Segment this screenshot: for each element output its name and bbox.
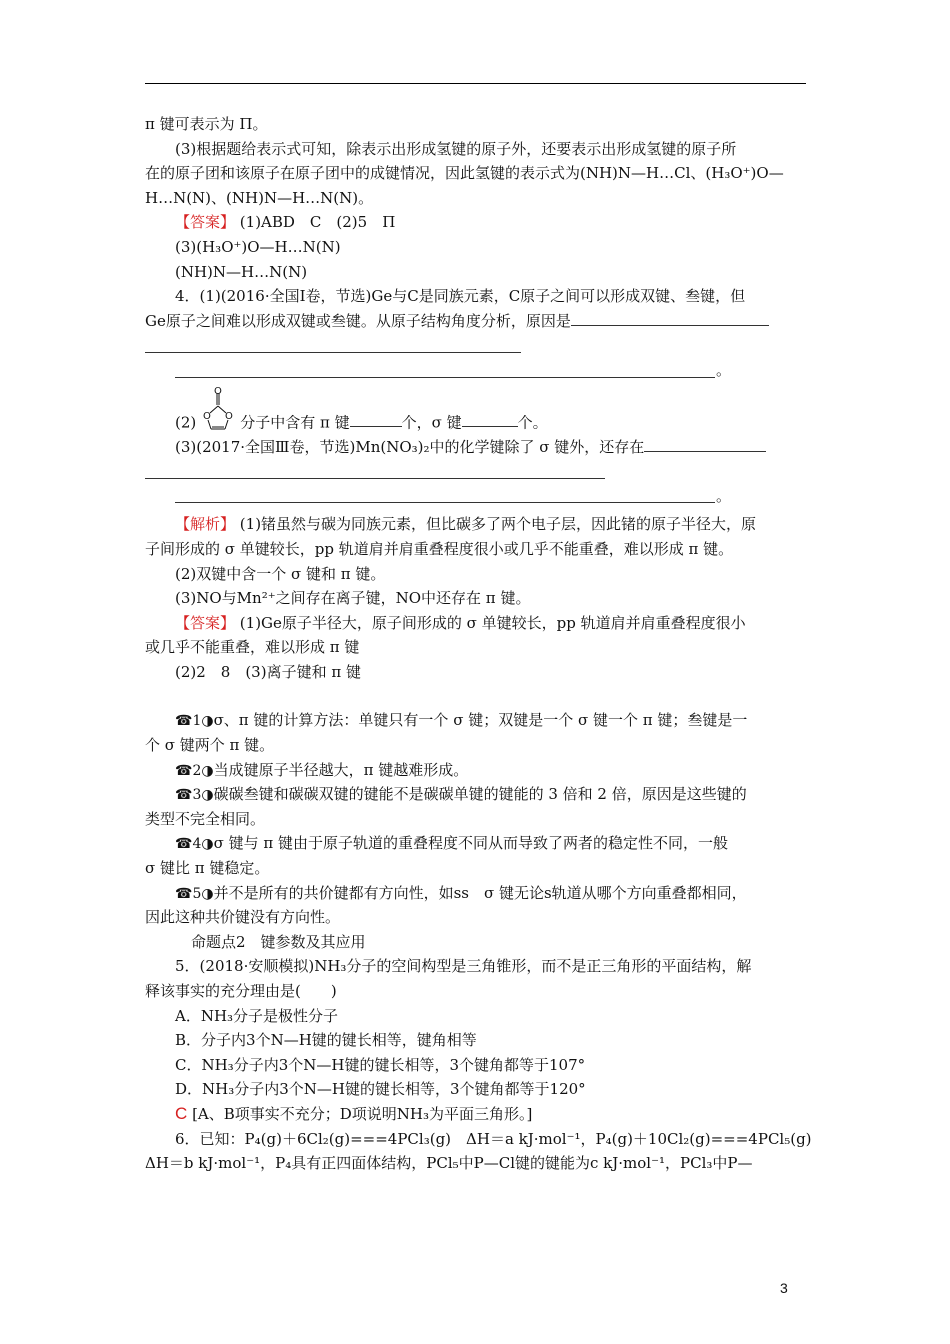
tip-4 [145, 831, 806, 856]
question-4-text: Ge原子之间难以形成双键或叁键。从原子结构角度分析，原因是 [145, 311, 571, 330]
paragraph-line: 在的原子团和该原子在原子团中的成键情况，因此氢键的表示式为(NH)N—H…Cl、(H₃O⁺)O— [145, 164, 784, 183]
answer-label: 【答案】 [175, 613, 236, 632]
answer-blank[interactable] [571, 311, 769, 326]
question-6-line: ΔH＝b kJ·mol⁻¹，P₄具有正四面体结构，PCl₅中P—Cl键的键能为c kJ·mol⁻¹，PCl₃中P— [145, 1154, 753, 1173]
question-5-line: 释该事实的充分理由是( ) [145, 982, 337, 1000]
page-number: 3 [780, 1280, 788, 1296]
answer-letter: C [175, 1103, 188, 1123]
tip-3-cont: 类型不完全相同。 [145, 809, 266, 828]
sigma-bond-count-blank[interactable] [462, 412, 518, 427]
question-4-3-text: (3)(2017·全国Ⅲ卷，节选)Mn(NO₃)₂中的化学键除了 σ 键外，还存在 [175, 437, 645, 456]
header-rule [145, 83, 806, 84]
answer-line [145, 210, 806, 235]
tip-1 [145, 708, 806, 733]
cyclic-carbonate-structure-icon [196, 387, 238, 435]
tip-text: σ 键与 π 键由于原子轨道的重叠程度不同从而导致了两者的稳定性不同，一般 [213, 834, 728, 853]
option-b[interactable]: B．分子内3个N—H键的键长相等，键角相等 [175, 1031, 477, 1050]
paragraph-line: (3)根据题给表示式可知，除表示出形成氢键的原子外，还要表示出形成氢键的原子所 [175, 139, 737, 158]
question-4-2-label: (2) [175, 412, 197, 431]
tip-1-cont: 个 σ 键两个 π 键。 [145, 736, 275, 755]
svg-text:O: O [203, 410, 212, 422]
phone-icon: ☎1◑ [175, 713, 214, 730]
pi-bond-count-blank[interactable] [350, 412, 402, 427]
question-6-line: 6．已知：P₄(g)＋6Cl₂(g)===4PCl₃(g) ΔH＝a kJ·mol⁻¹，P₄(g)＋10Cl₂(g)===4PCl₅(g) [175, 1129, 812, 1148]
question-4-2-text: 个，σ 键 [401, 412, 462, 431]
question-4-3-line [145, 435, 806, 460]
answer-line: (3)(H₃O⁺)O—H…N(N) [175, 237, 341, 256]
option-d[interactable]: D．NH₃分子内3个N—H键的键长相等，3个键角都等于120° [175, 1080, 586, 1099]
option-a[interactable]: A．NH₃分子是极性分子 [175, 1006, 339, 1025]
answer-text: (1)Ge原子半径大，原子间形成的 σ 单键较长，pp 轨道肩并肩重叠程度很小 [239, 613, 746, 632]
question-5-answer [145, 1102, 806, 1127]
answer-text: (1)ABD C (2)5 Π [239, 213, 396, 232]
answer-blank-line[interactable] [145, 459, 806, 484]
tip-text: 碳碳叁键和碳碳双键的键能不是碳碳单键的键能的 3 倍和 2 倍，原因是这些键的 [213, 785, 747, 804]
question-5-line: 5．(2018·安顺模拟)NH₃分子的空间构型是三角锥形，而不是正三角形的平面结构，解 [175, 957, 752, 976]
period: 。 [716, 486, 732, 505]
svg-text:O: O [214, 386, 223, 397]
tip-text: σ、π 键的计算方法：单键只有一个 σ 键；双键是一个 σ 键一个 π 键；叁键是一 [213, 711, 748, 730]
phone-icon: ☎5◑ [175, 885, 214, 902]
period: 。 [716, 360, 732, 379]
analysis-line [145, 512, 806, 537]
tip-text: 当成键原子半径越大，π 键越难形成。 [213, 760, 469, 779]
analysis-line: (3)NO与Mn²⁺之间存在离子键，NO中还存在 π 键。 [175, 589, 531, 608]
section-heading: 命题点2 键参数及其应用 [191, 932, 366, 951]
question-4-line [145, 309, 806, 334]
tip-2 [145, 758, 806, 783]
svg-text:O: O [225, 410, 234, 422]
answer-blank-line[interactable] [145, 484, 806, 509]
question-4-2-text: 个。 [517, 412, 548, 431]
paragraph-line: π 键可表示为 Π。 [145, 115, 268, 133]
question-4-line: 4．(1)(2016·全国Ⅰ卷，节选)Ge与C是同族元素，C原子之间可以形成双键、叁键，但 [175, 287, 746, 306]
answer-blank[interactable] [644, 437, 766, 452]
tip-5-cont: 因此这种共价键没有方向性。 [145, 908, 341, 927]
document-body [145, 112, 812, 1176]
analysis-text: (1)锗虽然与碳为同族元素，但比碳多了两个电子层，因此锗的原子半径大，原 [239, 515, 757, 534]
answer-line: (2)2 8 (3)离子键和 π 键 [175, 662, 361, 681]
answer-blank-line[interactable] [145, 358, 806, 383]
option-c[interactable]: C．NH₃分子内3个N—H键的键长相等，3个键角都等于107° [175, 1055, 586, 1074]
answer-line [145, 611, 806, 636]
question-4-2-text: 分子中含有 π 键 [240, 412, 350, 431]
analysis-line: (2)双键中含一个 σ 键和 π 键。 [175, 564, 386, 583]
tip-text: 并不是所有的共价键都有方向性，如ss σ 键无论s轨道从哪个方向重叠都相同， [213, 883, 747, 902]
answer-blank-line[interactable] [145, 333, 806, 358]
analysis-line: 子间形成的 σ 单键较长，pp 轨道肩并肩重叠程度很小或几乎不能重叠，难以形成 π 键。 [145, 539, 734, 558]
phone-icon: ☎4◑ [175, 836, 214, 853]
question-4-2-line [145, 383, 806, 435]
tip-5 [145, 881, 806, 906]
answer-explanation: [A、B项事实不充分；D项说明NH₃为平面三角形。] [192, 1104, 533, 1123]
paragraph-line: H…N(N)、(NH)N—H…N(N)。 [145, 188, 374, 207]
tip-3 [145, 782, 806, 807]
phone-icon: ☎3◑ [175, 787, 214, 804]
phone-icon: ☎2◑ [175, 762, 214, 779]
answer-label: 【答案】 [175, 213, 236, 232]
answer-line: (NH)N—H…N(N) [175, 262, 308, 281]
answer-line: 或几乎不能重叠，难以形成 π 键 [145, 638, 360, 657]
tip-4-cont: σ 键比 π 键稳定。 [145, 859, 270, 878]
analysis-label: 【解析】 [175, 515, 236, 534]
